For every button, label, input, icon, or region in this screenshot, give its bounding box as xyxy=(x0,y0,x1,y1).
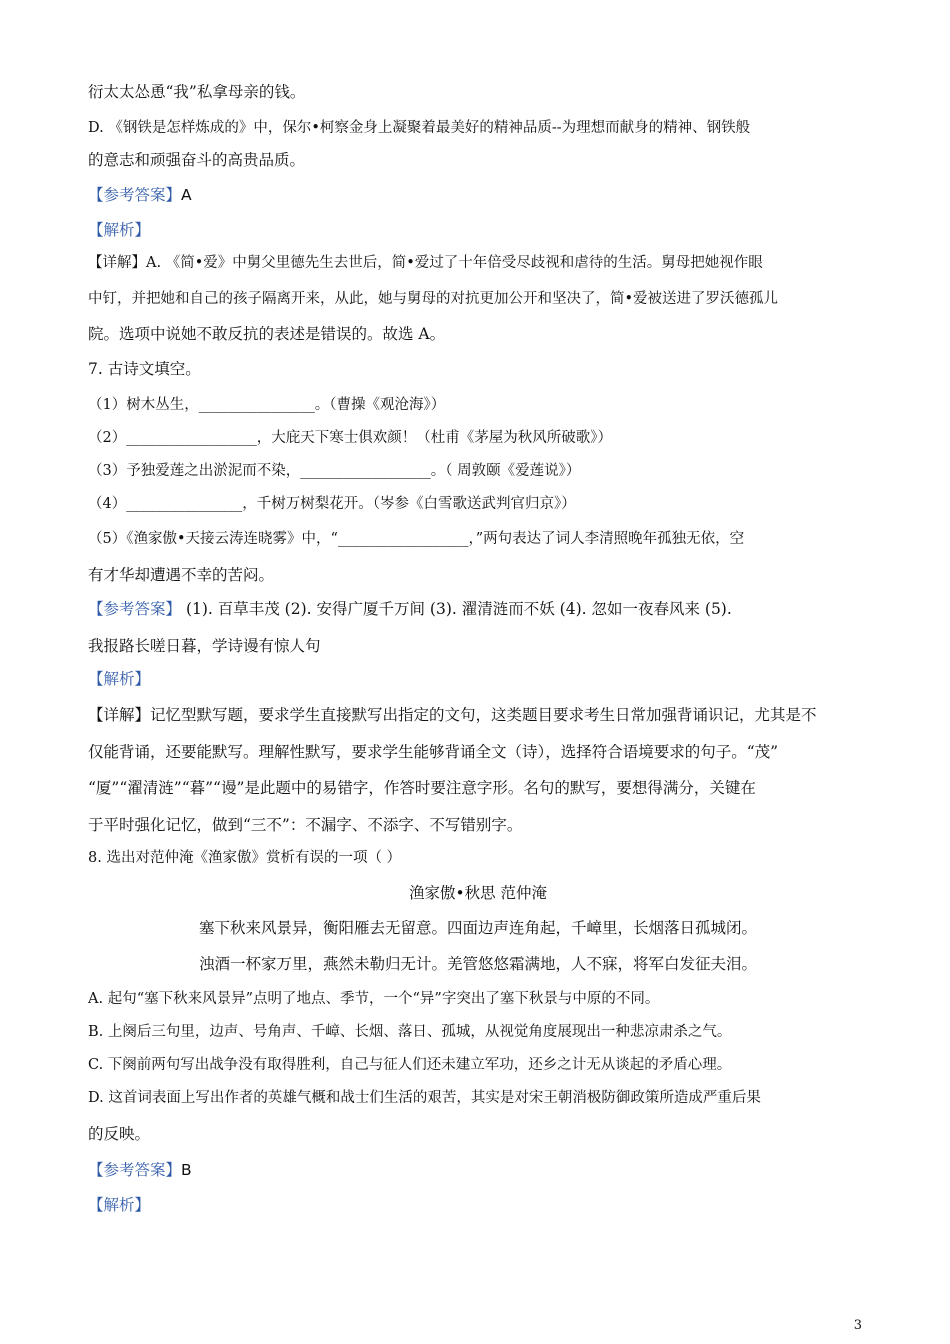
page-number: 3 xyxy=(853,1318,862,1333)
answer-tag: 【参考答案】 xyxy=(88,186,182,204)
detail-tag: 【详解】 xyxy=(88,706,151,724)
answer-tag: 【参考答案】 xyxy=(88,600,182,618)
text-line: 的反映。 xyxy=(88,1125,151,1143)
text-line: 中钉，并把她和自己的孩子隔离开来，从此，她与舅母的对抗更加公开和坚决了，简•爱被送进了罗沃德孤儿 xyxy=(88,291,779,307)
detail-line-q6 xyxy=(88,251,763,275)
question-7-item-4: （4）________________，千树万树梨花开。（岑参《白雪歌送武判官归京》） xyxy=(88,496,576,512)
analysis-tag: 【解析】 xyxy=(88,221,151,239)
option-b: B. 上阕后三句里，边声、号角声、千嶂、长烟、落日、孤城，从视觉角度展现出一种悲凉肃杀之气。 xyxy=(88,1024,732,1040)
option-d: D. 这首词表面上写出作者的英雄气概和战士们生活的艰苦，其实是对宋王朝消极防御政策所造成严重后果 xyxy=(88,1090,761,1106)
question-7-item-2: （2）__________________，大庇天下寒士俱欢颜！（杜甫《茅屋为秋风所破歌》） xyxy=(88,430,612,446)
detail-line-q7 xyxy=(88,703,817,727)
answer-line-q7 xyxy=(88,597,732,621)
answer-line-q8 xyxy=(88,1158,192,1182)
detail-tag: 【详解】 xyxy=(88,255,146,271)
answer-value: B xyxy=(181,1161,192,1179)
answer-value: A xyxy=(181,186,192,204)
answer-tag: 【参考答案】 xyxy=(88,1161,182,1179)
option-c: C. 下阕前两句写出战争没有取得胜利，自己与征人们还未建立军功，还乡之计无从谈起的矛盾心理。 xyxy=(88,1057,732,1073)
answer-line-q6 xyxy=(88,183,192,207)
analysis-tag: 【解析】 xyxy=(88,1196,151,1214)
text-line: 有才华却遭遇不幸的苦闷。 xyxy=(88,566,275,584)
question-7-item-3: （3）予独爱莲之出淤泥而不染，__________________。（ 周敦颐《爱莲说》） xyxy=(88,463,581,479)
poem-line-1: 塞下秋来风景异，衡阳雁去无留意。四面边声连角起，千嶂里，长烟落日孤城闭。 xyxy=(198,919,757,937)
text-line: 仅能背诵，还要能默写。理解性默写，要求学生能够背诵全文（诗），选择符合语境要求的句子。“茂” xyxy=(88,743,779,761)
poem-line-2: 浊酒一杯家万里，燕然未勒归无计。羌管悠悠霜满地，人不寐，将军白发征夫泪。 xyxy=(198,955,757,973)
text-line: 于平时强化记忆，做到“三不”：不漏字、不添字、不写错别字。 xyxy=(88,816,523,834)
answer-value: (1). 百草丰茂 (2). 安得广厦千万间 (3). 濯清涟而不妖 (4). 忽如一夜春风来 (5). xyxy=(181,600,732,618)
text-line: 衍太太怂恿“我”私拿母亲的钱。 xyxy=(88,83,306,101)
poem-title: 渔家傲•秋思 范仲淹 xyxy=(408,884,548,902)
text-line: 院。选项中说她不敢反抗的表述是错误的。故选 A。 xyxy=(88,325,446,343)
text-line: 的意志和顽强奋斗的高贵品质。 xyxy=(88,151,306,169)
question-7-item-5: （5）《渔家傲•天接云涛连晓雾》中，“__________________，”两句表达了词人李清照晚年孤独无依，空 xyxy=(88,531,745,547)
answer-continuation: 我报路长嗟日暮，学诗谩有惊人句 xyxy=(88,637,321,655)
option-d-line: D. 《钢铁是怎样炼成的》中，保尔•柯察金身上凝聚着最美好的精神品质--为理想而献身的精神、钢铁般 xyxy=(88,120,751,136)
detail-text: A. 《简•爱》中舅父里德先生去世后，简•爱过了十年倍受尽歧视和虐待的生活。舅母把她视作眼 xyxy=(146,255,763,271)
question-7-item-1: （1）树木丛生，________________。（曹操《观沧海》） xyxy=(88,397,446,413)
text-line: “厦”“濯清涟”“暮”“谩”是此题中的易错字，作答时要注意字形。名句的默写，要想得满分，关键在 xyxy=(88,779,756,797)
option-a: A. 起句“塞下秋来风景异”点明了地点、季节，一个“异”字突出了塞下秋景与中原的不同。 xyxy=(88,991,660,1007)
analysis-tag: 【解析】 xyxy=(88,670,151,688)
question-8-title: 8. 选出对范仲淹《渔家傲》赏析有误的一项（ ） xyxy=(88,850,402,866)
question-7-title: 7. 古诗文填空。 xyxy=(88,360,201,378)
detail-text: 记忆型默写题，要求学生直接默写出指定的文句，这类题目要求考生日常加强背诵识记，尤其是不 xyxy=(150,706,817,724)
